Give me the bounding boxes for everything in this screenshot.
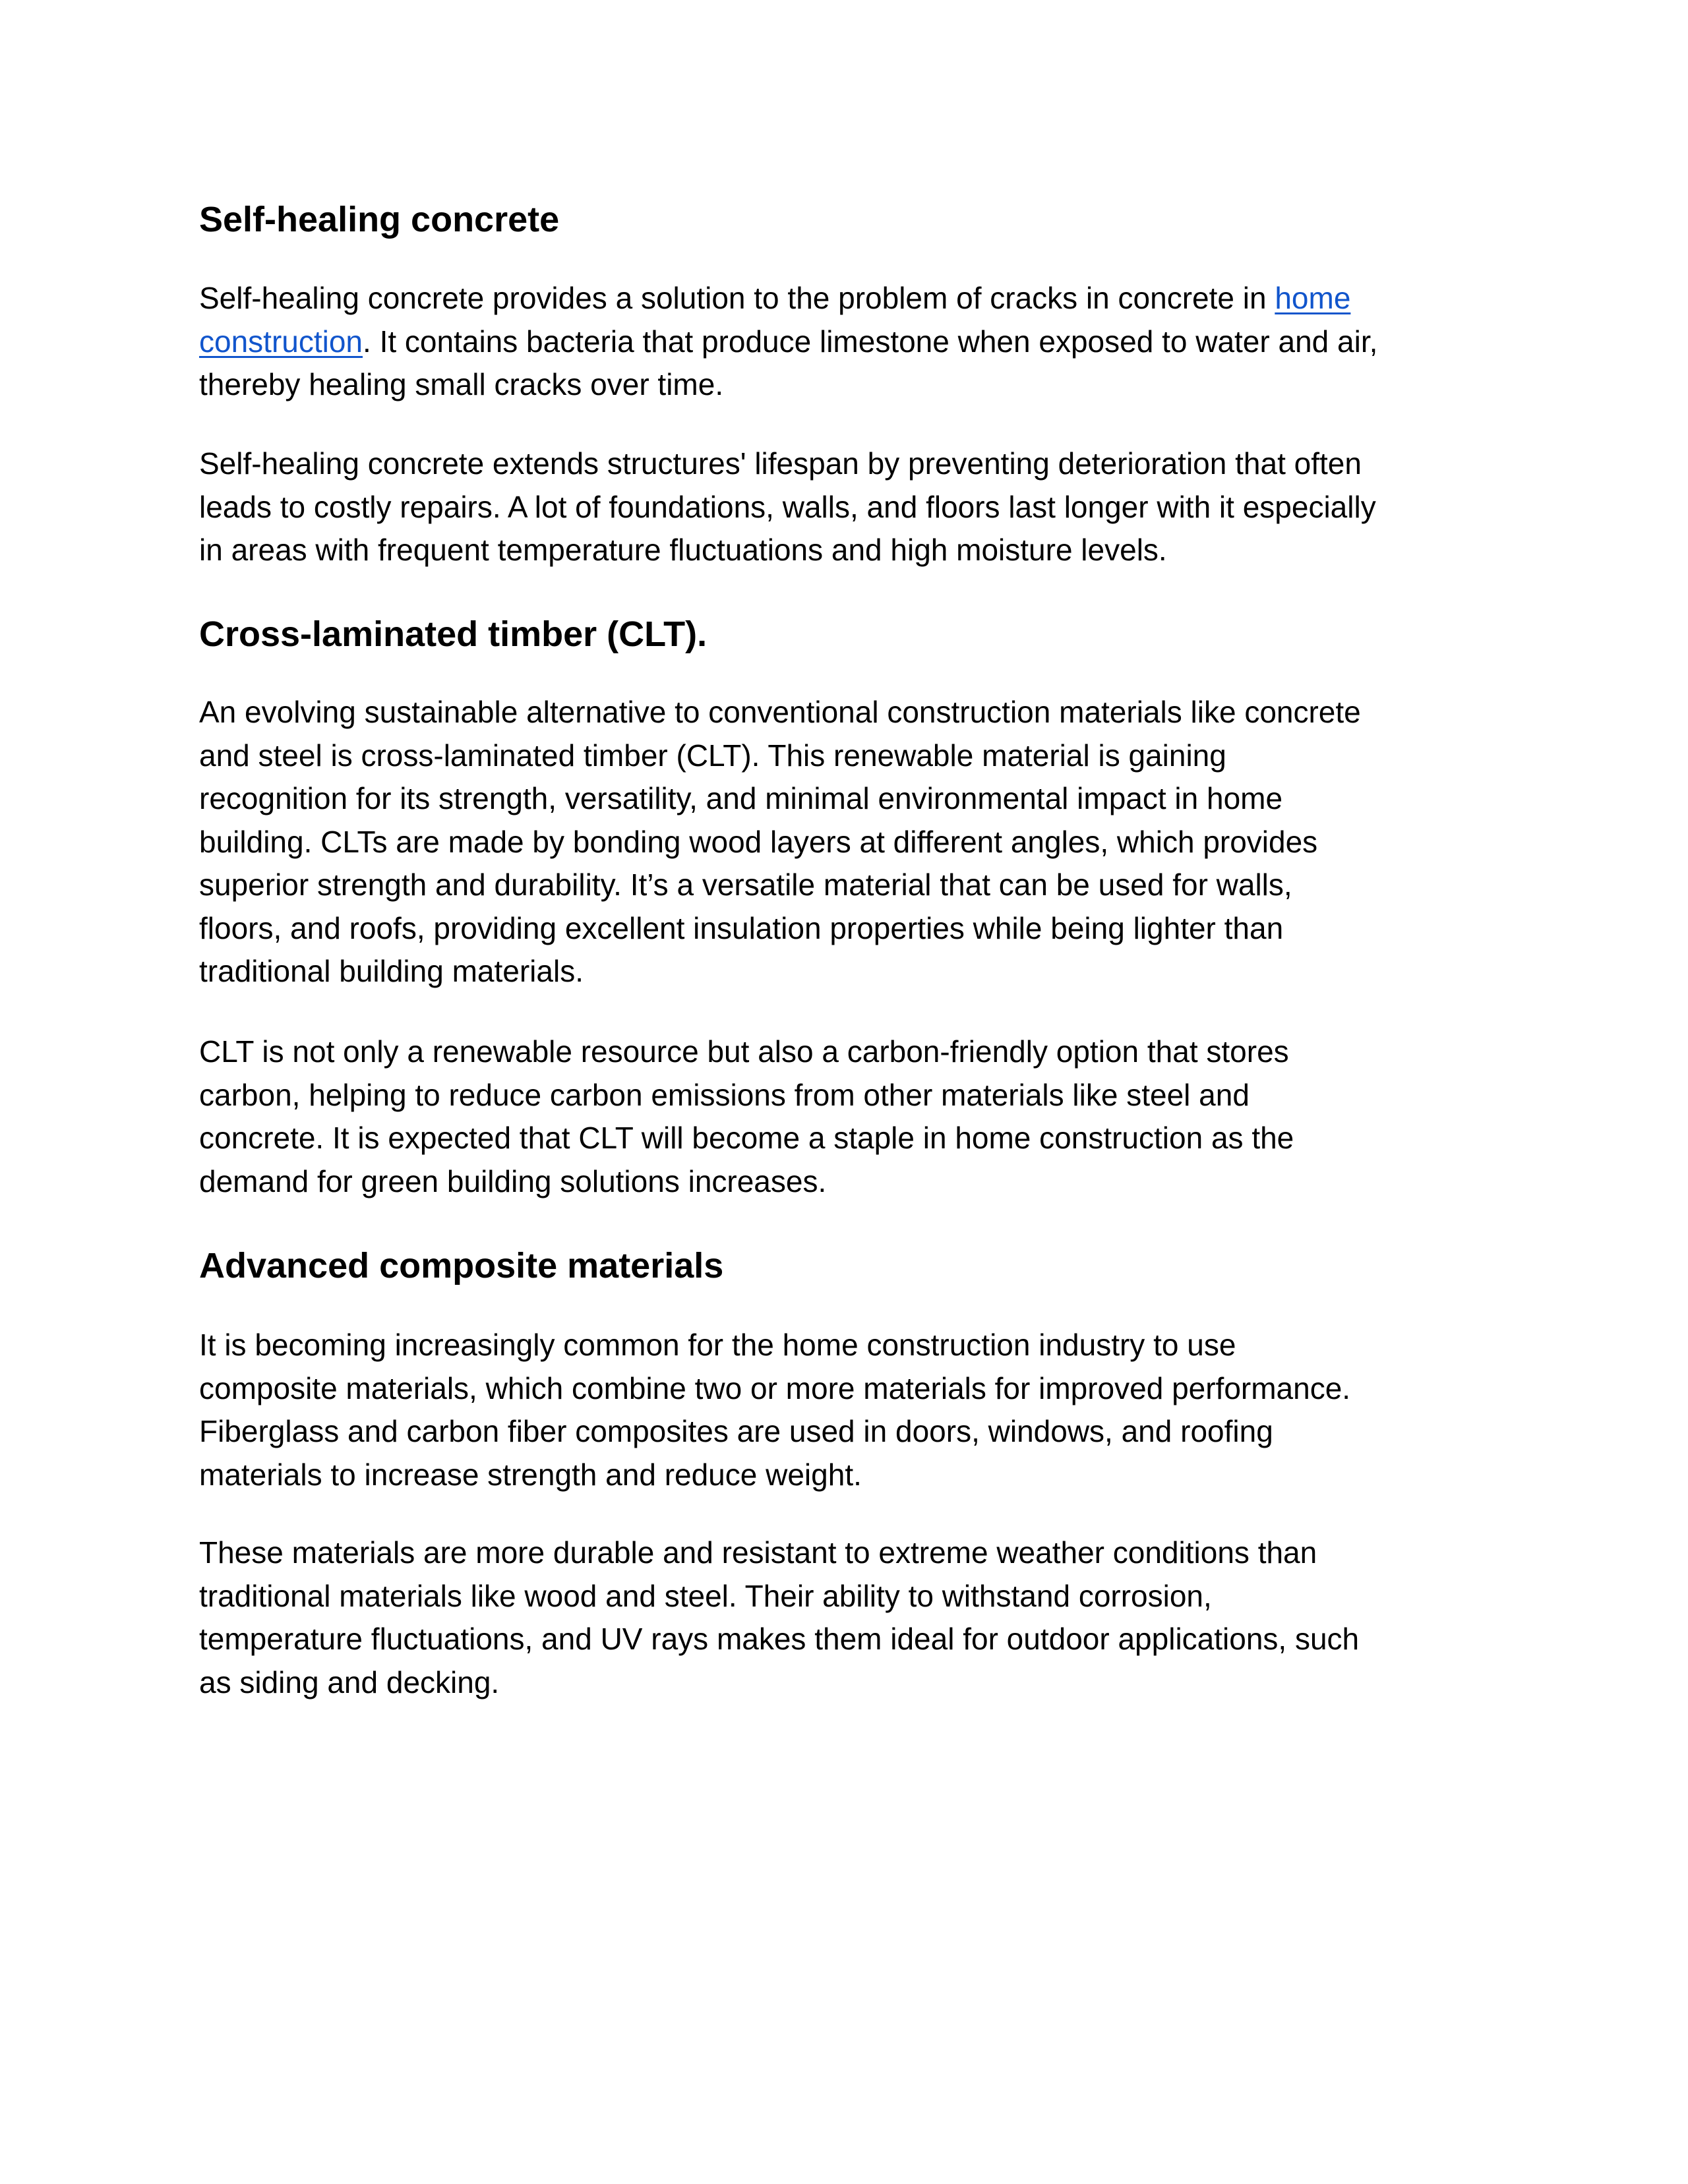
paragraph-self-healing-2: [199, 442, 1376, 572]
paragraph-clt-2: [199, 1030, 1294, 1203]
home-construction-link[interactable]: construction: [199, 324, 363, 359]
heading-advanced-composite-materials: Advanced composite materials: [199, 1246, 724, 1285]
text-line: as siding and decking.: [199, 1665, 500, 1699]
heading-cross-laminated-timber: Cross-laminated timber (CLT).: [199, 614, 708, 654]
text-span: Self-healing concrete provides a solution to the problem of cracks in concrete in: [199, 281, 1275, 315]
text-line: [199, 320, 1377, 364]
text-line: demand for green building solutions increases.: [199, 1164, 827, 1198]
text-line: leads to costly repairs. A lot of foundations, walls, and floors last longer with it especially: [199, 489, 1376, 524]
text-line: floors, and roofs, providing excellent insulation properties while being lighter than: [199, 910, 1284, 945]
text-line: An evolving sustainable alternative to conventional construction materials like concrete: [199, 695, 1361, 729]
text-span: . It contains bacteria that produce limestone when exposed to water and air,: [363, 324, 1378, 359]
paragraph-clt-1: [199, 691, 1361, 993]
text-line: Self-healing concrete extends structures' lifespan by preventing deterioration that often: [199, 446, 1362, 481]
text-line: [199, 277, 1377, 320]
text-line: composite materials, which combine two or more materials for improved performance.: [199, 1371, 1351, 1405]
text-line: traditional materials like wood and steel. Their ability to withstand corrosion,: [199, 1578, 1212, 1613]
text-line: building. CLTs are made by bonding wood layers at different angles, which provides: [199, 824, 1318, 859]
text-line: thereby healing small cracks over time.: [199, 367, 724, 401]
text-line: temperature fluctuations, and UV rays makes them ideal for outdoor applications, such: [199, 1622, 1360, 1656]
text-line: It is becoming increasingly common for the home construction industry to use: [199, 1328, 1236, 1362]
text-line: and steel is cross-laminated timber (CLT). This renewable material is gaining: [199, 738, 1226, 773]
heading-self-healing-concrete: Self-healing concrete: [199, 200, 560, 239]
text-line: concrete. It is expected that CLT will become a staple in home construction as the: [199, 1121, 1294, 1155]
paragraph-composite-1: [199, 1324, 1350, 1496]
paragraph-self-healing-1: [199, 277, 1377, 407]
text-line: materials to increase strength and reduce weight.: [199, 1457, 862, 1492]
paragraph-composite-2: [199, 1531, 1359, 1704]
text-line: traditional building materials.: [199, 954, 584, 988]
text-line: in areas with frequent temperature fluctuations and high moisture levels.: [199, 533, 1167, 567]
text-line: superior strength and durability. It’s a versatile material that can be used for walls,: [199, 868, 1292, 902]
text-line: recognition for its strength, versatility, and minimal environmental impact in home: [199, 781, 1283, 815]
home-construction-link[interactable]: home: [1275, 281, 1351, 315]
text-line: carbon, helping to reduce carbon emissions from other materials like steel and: [199, 1077, 1250, 1112]
text-line: CLT is not only a renewable resource but also a carbon-friendly option that stores: [199, 1034, 1289, 1069]
text-line: These materials are more durable and resistant to extreme weather conditions than: [199, 1535, 1317, 1570]
text-line: Fiberglass and carbon fiber composites are used in doors, windows, and roofing: [199, 1414, 1273, 1448]
